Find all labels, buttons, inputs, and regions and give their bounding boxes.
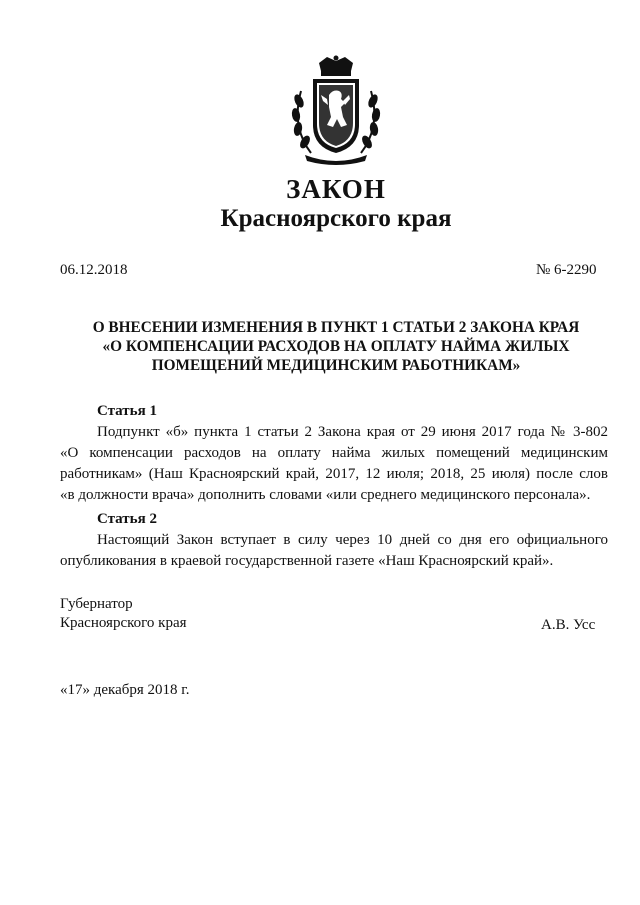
law-heading-line: «О КОМПЕНСАЦИИ РАСХОДОВ НА ОПЛАТУ НАЙМА ЖИЛЫХ [102, 338, 570, 355]
law-heading-line: О ВНЕСЕНИИ ИЗМЕНЕНИЯ В ПУНКТ 1 СТАТЬИ 2 ЗАКОНА КРАЯ [92, 319, 580, 336]
article-2-title: Статья 2 [97, 511, 157, 527]
article-1-text [60, 422, 608, 506]
article-1-line: «в должности врача» дополнить словами «или среднего медицинского персонала». [60, 487, 591, 503]
article-2-line: опубликования в краевой государственной газете «Наш Красноярский край». [60, 553, 554, 569]
article-2-text [60, 530, 608, 572]
law-date: 06.12.2018 [60, 262, 128, 278]
law-number: № 6-2290 [536, 262, 597, 278]
signatory-position: Губернатор [60, 596, 133, 612]
krasnoyarsk-coat-of-arms-icon [283, 55, 389, 167]
article-1-title: Статья 1 [97, 403, 157, 419]
law-heading-line: ПОМЕЩЕНИЙ МЕДИЦИНСКИМ РАБОТНИКАМ» [151, 357, 521, 374]
signing-date: «17» декабря 2018 г. [60, 682, 190, 698]
law-heading [60, 318, 612, 375]
signatory-region: Красноярского края [60, 615, 187, 631]
law-title: ЗАКОН [286, 174, 386, 204]
article-2-line: Настоящий Закон вступает в силу через 10 дней со дня его официального [97, 532, 608, 548]
article-1-line: «О компенсации расходов на оплату найма жилых помещений медицинским [60, 445, 608, 461]
article-1-line: работникам» (Наш Красноярский край, 2017, 12 июля; 2018, 25 июля) после слов [60, 466, 608, 482]
signatory-name: А.В. Усс [541, 617, 596, 633]
law-region-title: Красноярского края [220, 205, 452, 232]
article-1-line: Подпункт «б» пункта 1 статьи 2 Закона края от 29 июня 2017 года № 3-802 [97, 424, 608, 440]
